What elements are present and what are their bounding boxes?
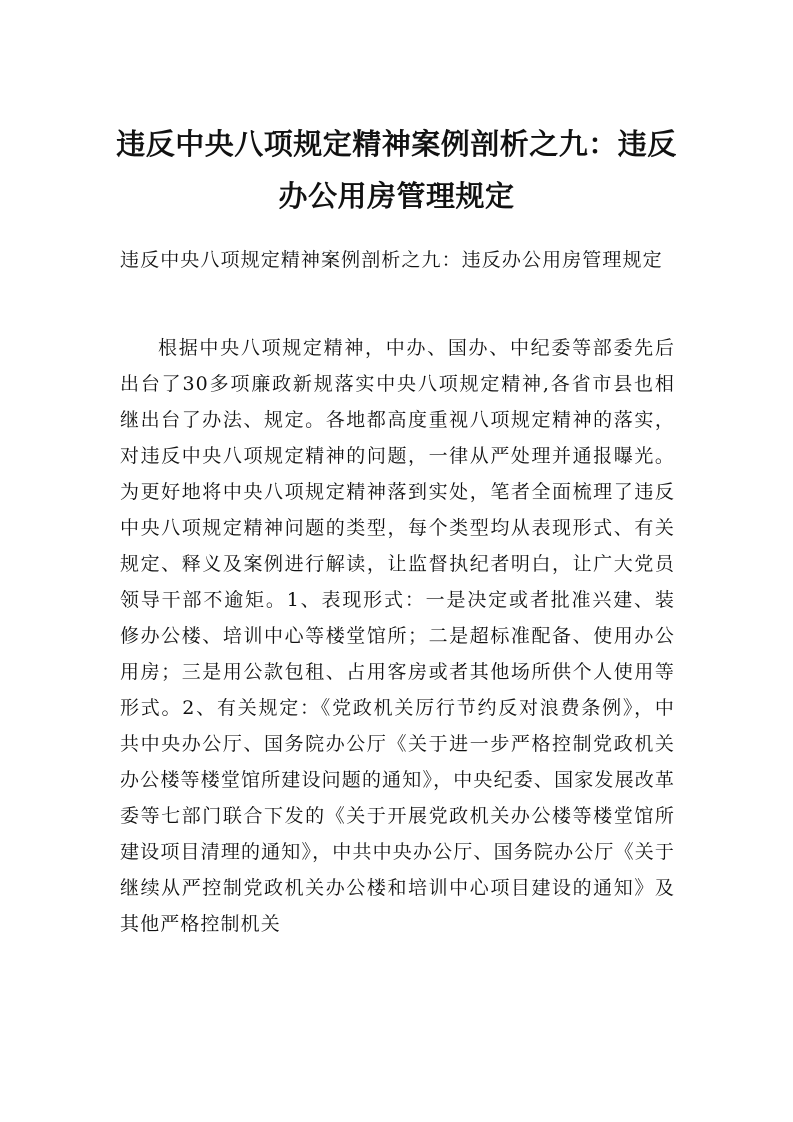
document-title: 违反中央八项规定精神案例剖析之九：违反办公用房管理规定	[116, 127, 677, 213]
body-paragraph: 根据中央八项规定精神，中办、国办、中纪委等部委先后出台了30多项廉政新规落实中央八项规定精神,各省市县也相继出台了办法、规定。各地都高度重视八项规定精神的落实，对违反中央八项规定精神的问题，一律从严处理并通报曝光。为更好地将中央八项规定精神落到实处，笔者全面梳理了违反中央八项规定精神问题的类型，每个类型均从表现形式、有关规定、释义及案例进行解读，让监督执纪者明白，让广大党员领导干部不逾矩。1、表现形式：一是决定或者批准兴建、装修办公楼、培训中心等楼堂馆所；二是超标准配备、使用办公用房；三是用公款包租、占用客房或者其他场所供个人使用等形式。2、有关规定：《党政机关厉行节约反对浪费条例》，中共中央办公厅、国务院办公厅《关于进一步严格控制党政机关办公楼等楼堂馆所建设问题的通知》，中央纪委、国家发展改革委等七部门联合下发的《关于开展党政机关办公楼等楼堂馆所建设项目清理的通知》，中共中央办公厅、国务院办公厅《关于继续从严控制党政机关办公楼和培训中心项目建设的通知》及其他严格控制机关	[120, 337, 675, 935]
document-subtitle: 违反中央八项规定精神案例剖析之九：违反办公用房管理规定	[120, 249, 663, 271]
